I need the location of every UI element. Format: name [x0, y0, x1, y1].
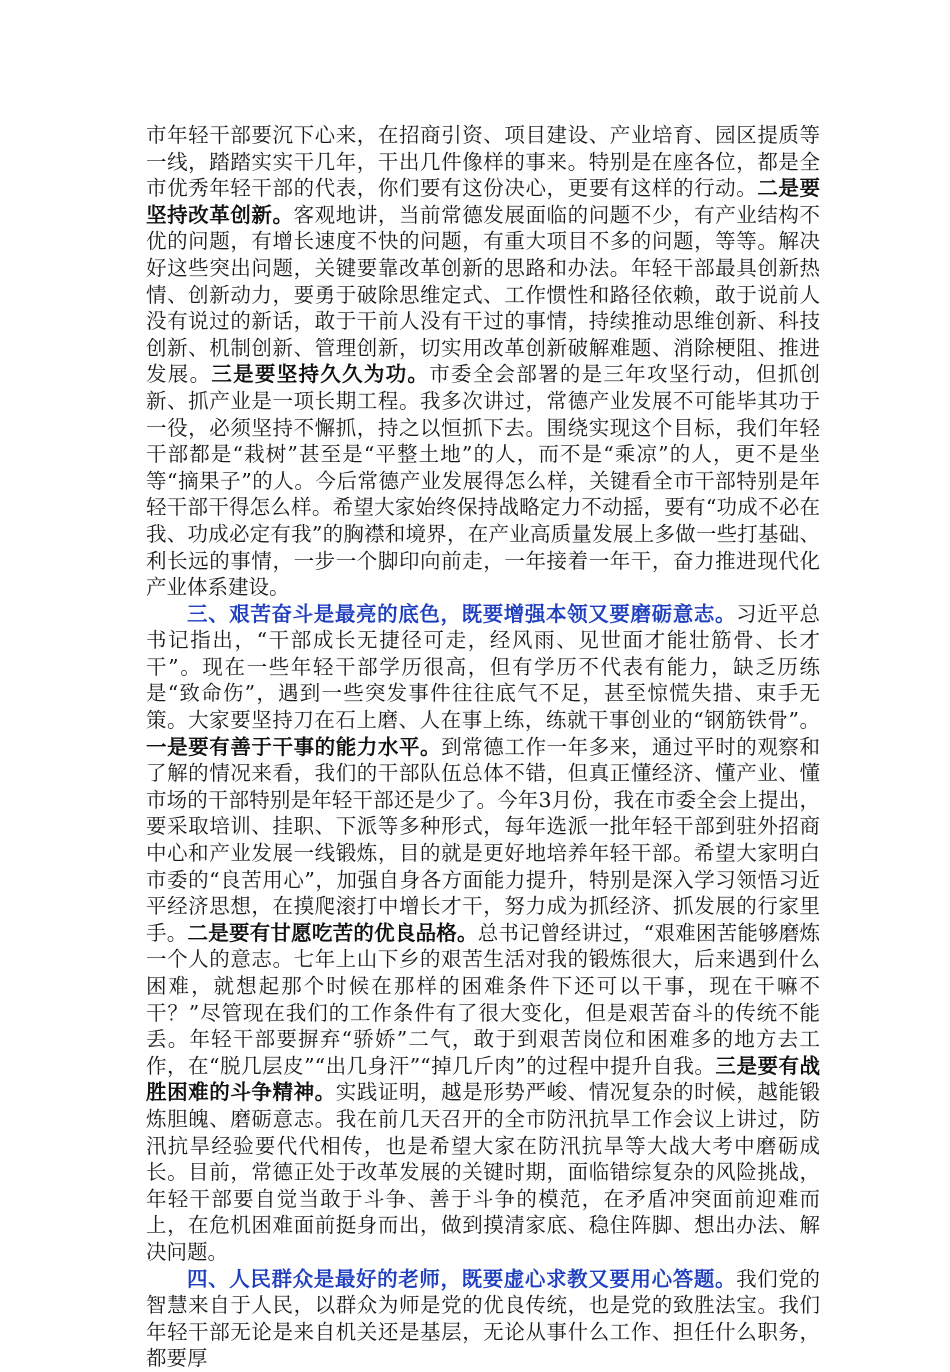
document-body	[146, 122, 820, 1372]
text-run: 习近平总书记指出，“干部成长无捷径可走，经风雨、见世面才能壮筋骨、长才干”。现在一些年轻干部学历很高，但有学历不代表有能力，缺乏历练是“致命伤”，遇到一些突发事件往往底气不足，甚至惊慌失措、束手无策。大家要坚持刀在石上磨、人在事上练，练就干事创业的“钢筋铁骨”。	[146, 601, 821, 733]
text-run: 实践证明，越是形势严峻、情况复杂的时候，越能锻炼胆魄、磨砺意志。我在前几天召开的全市防汛抗旱工作会议上讲过，防汛抗旱经验要代代相传，也是希望大家在防汛抗旱等大战大考中磨砺成长。目前，常德正处于改革发展的关键时期，面临错综复杂的风险挑战，年轻干部要自觉当敢于斗争、善于斗争的模范，在矛盾冲突面前迎难而上，在危机困难面前挺身而出，做到摸清家底、稳住阵脚、想出办法、解决问题。	[146, 1080, 821, 1264]
point-heading-1-ability: 一是要有善于干事的能力水平。	[146, 734, 442, 759]
point-heading-2-hardship: 二是要有甘愿吃苦的优良品格。	[187, 920, 478, 945]
text-run: 市年轻干部要沉下心来，在招商引资、项目建设、产业培育、园区提质等一线，踏踏实实干几年，干出几件像样的事来。特别是在座各位，都是全市优秀年轻干部的代表，你们要有这份决心，更要有这样的行动。	[146, 123, 820, 201]
text-run: 到常德工作一年多来，通过平时的观察和了解的情况来看，我们的干部队伍总体不错，但真正懂经济、懂产业、懂市场的干部特别是年轻干部还是少了。今年3月份，我在市委全会上提出，要采取培训、挂职、下派等多种形式，每年选派一批年轻干部到驻外招商中心和产业发展一线锻炼，目的就是更好地培养年轻干部。希望大家明白市委的“良苦用心”，加强自身各方面能力提升，特别是深入学习领悟习近平经济思想，在摸爬滚打中增长才干，努力成为抓经济、抓发展的行家里手。	[146, 734, 821, 945]
text-run: 总书记曾经讲过，“艰难困苦能够磨炼一个人的意志。七年上山下乡的艰苦生活对我的锻炼很大，后来遇到什么困难，就想起那个时候在那样的困难条件下还可以干事，现在干嘛不干？”尽管现在我们的工作条件有了很大变化，但是艰苦奋斗的传统不能丢。年轻干部要摒弃“骄娇”二气，敢于到艰苦岗位和困难多的地方去工作，在“脱几层皮”“出几身汗”“掉几斤肉”的过程中提升自我。	[146, 920, 821, 1078]
paragraph-section-4	[146, 1266, 820, 1372]
text-run: 市委全会部署的是三年攻坚行动，但抓创新、抓产业是一项长期工程。我多次讲过，常德产业发展不可能毕其功于一役，必须坚持不懈抓，持之以恒抓下去。围绕实现这个目标，我们年轻干部都是“栽树”甚至是“平整土地”的人，而不是“乘凉”的人，更不是坐等“摘果子”的人。今后常德产业发展得怎么样，关键看全市干部特别是年轻干部干得怎么样。希望大家始终保持战略定力不动摇，要有“功成不必在我、功成必定有我”的胸襟和境界，在产业高质量发展上多做一些打基础、利长远的事情，一步一个脚印向前走，一年接着一年干，奋力推进现代化产业体系建设。	[146, 362, 821, 600]
point-heading-2-reform: 二是要坚持改革创新。	[146, 176, 821, 227]
section-heading-3: 三、艰苦奋斗是最亮的底色，既要增强本领又要磨砺意志。	[187, 601, 737, 626]
point-heading-3-struggle: 三是要有战胜困难的斗争精神。	[146, 1053, 820, 1105]
text-run: 客观地讲，当前常德发展面临的问题不少，有产业结构不优的问题，有增长速度不快的问题，有重大项目不多的问题，等等。解决好这些突出问题，关键要靠改革创新的思路和办法。年轻干部最具创新热情、创新动力，要勇于破除思维定式、工作惯性和路径依赖，敢于说前人没有说过的新话，敢于干前人没有干过的事情，持续推动思维创新、科技创新、机制创新、管理创新，切实用改革创新破解难题、消除梗阻、推进发展。	[146, 202, 821, 387]
text-run: 我们党的智慧来自于人民，以群众为师是党的优良传统，也是党的致胜法宝。我们年轻干部无论是来自机关还是基层，无论从事什么工作、担任什么职务，都要厚	[146, 1266, 821, 1371]
point-heading-3-persistence: 三是要坚持久久为功。	[211, 362, 430, 387]
section-heading-4: 四、人民群众是最好的老师，既要虚心求教又要用心答题。	[187, 1266, 737, 1291]
paragraph-section-3	[146, 601, 820, 1266]
paragraph-continuation	[146, 122, 820, 601]
